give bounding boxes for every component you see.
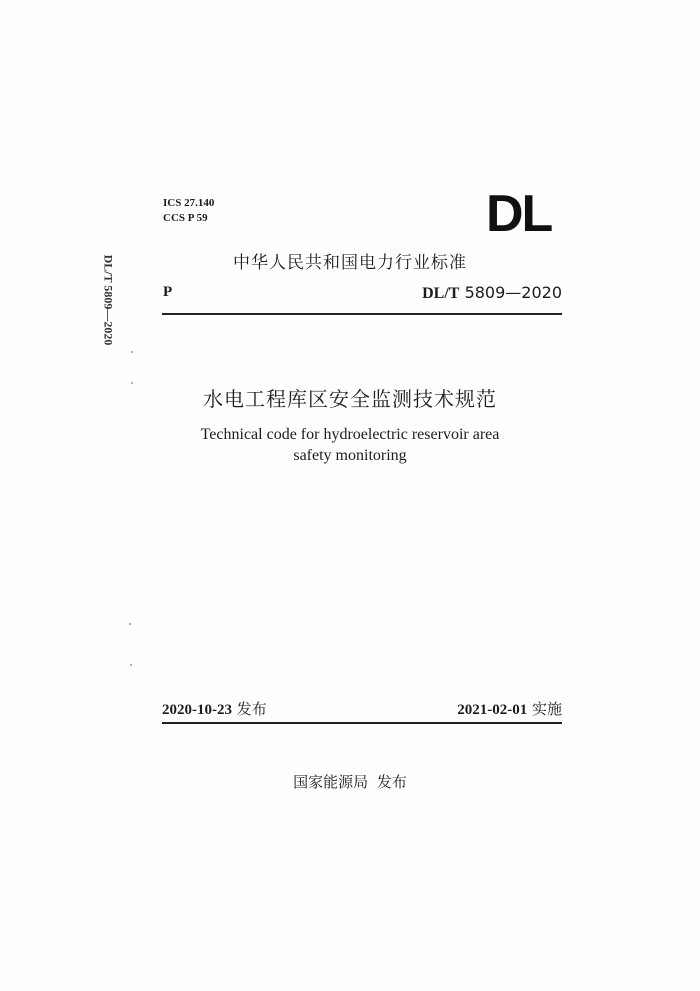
title-chinese: 水电工程库区安全监测技术规范 <box>203 387 497 411</box>
issue-date: 2020-10-23 <box>162 702 232 718</box>
scan-speck <box>131 382 133 384</box>
publisher <box>0 771 700 792</box>
publisher-name: 国家能源局 <box>293 773 369 791</box>
category-letter: P <box>163 284 173 300</box>
bottom-divider <box>162 722 562 724</box>
ics-code: ICS 27.140 <box>163 197 215 209</box>
effective-date-block <box>457 698 562 719</box>
title-english-line-1: Technical code for hydroelectric reservoir area <box>200 426 500 443</box>
ccs-code: CCS P 59 <box>163 212 208 224</box>
dl-logo: DL <box>486 185 552 243</box>
scan-speck <box>130 664 132 666</box>
standard-number <box>422 283 562 303</box>
spine-text: DL/T 5809—2020 <box>101 254 116 346</box>
scan-speck <box>129 623 131 625</box>
title-english-line-2: safety monitoring <box>293 447 407 464</box>
top-divider <box>162 313 562 315</box>
effective-date: 2021-02-01 <box>457 702 528 718</box>
issue-label: 发布 <box>236 700 267 718</box>
title-english <box>0 424 700 466</box>
classification-codes <box>163 196 214 226</box>
effective-label: 实施 <box>531 700 562 718</box>
standard-number-value: 5809—2020 <box>464 283 562 302</box>
publisher-action: 发布 <box>376 773 407 791</box>
standard-prefix: DL/T <box>422 285 460 302</box>
issue-date-block <box>162 698 267 719</box>
standard-type: 中华人民共和国电力行业标准 <box>233 253 467 273</box>
scan-speck <box>131 351 133 353</box>
